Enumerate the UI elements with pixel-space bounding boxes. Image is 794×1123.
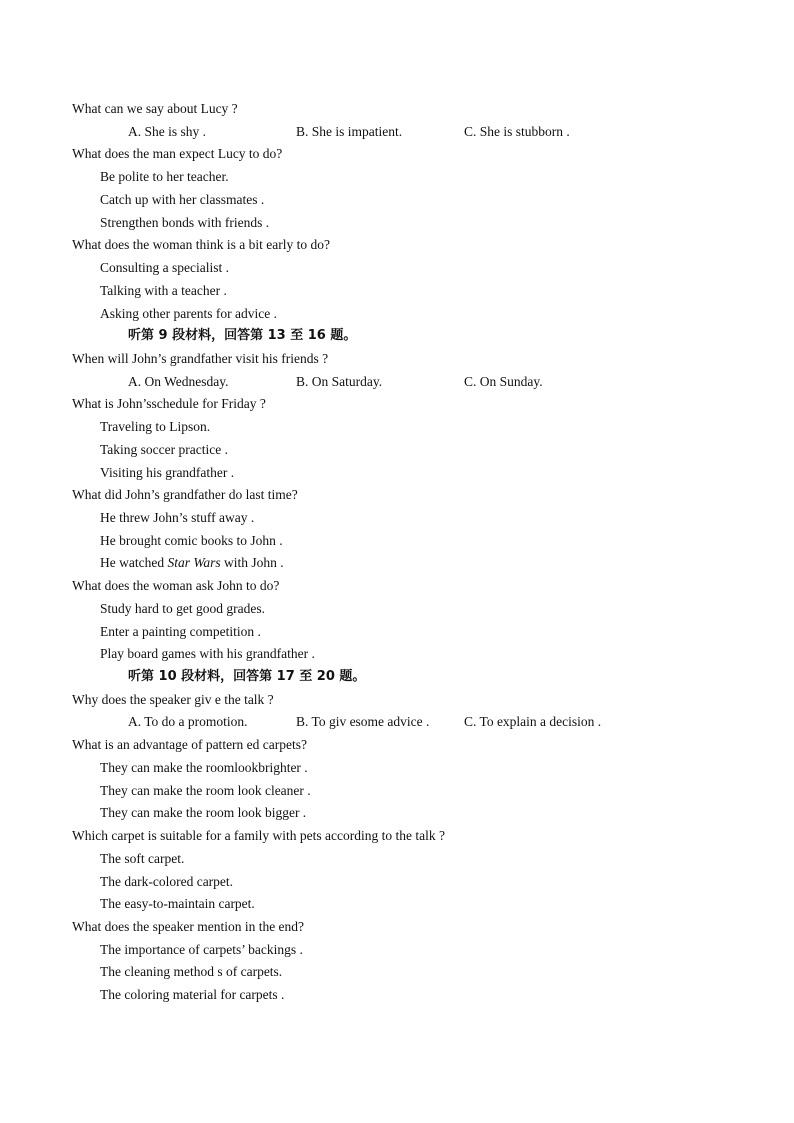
option-title-italic: Star Wars xyxy=(167,555,221,571)
question-text: What does the woman think is a bit early to do? xyxy=(72,237,330,253)
answer-option: Strengthen bonds with friends . xyxy=(100,214,270,230)
answer-option: Taking soccer practice . xyxy=(100,441,228,457)
answer-option-c: C. On Sunday. xyxy=(464,373,543,389)
option-text: with John . xyxy=(220,555,284,571)
answer-option-a: A. To do a promotion. xyxy=(128,714,248,730)
answer-option: They can make the room look bigger . xyxy=(100,805,307,821)
answer-option-b: B. She is impatient. xyxy=(296,123,403,139)
answer-option-c: C. She is stubborn . xyxy=(464,123,570,139)
answer-option: The cleaning method s of carpets. xyxy=(100,964,283,980)
answer-option: Traveling to Lipson. xyxy=(100,419,211,435)
answer-option: Visiting his grandfather . xyxy=(100,464,235,480)
answer-option-b: B. On Saturday. xyxy=(296,373,383,389)
answer-option: The importance of carpets’ backings . xyxy=(100,941,303,957)
answer-option: The dark-colored carpet. xyxy=(100,873,234,889)
answer-option: They can make the roomlookbrighter . xyxy=(100,759,308,775)
answer-option-a: A. She is shy . xyxy=(128,123,207,139)
answer-option xyxy=(100,555,284,571)
answer-option: The easy-to-maintain carpet. xyxy=(100,896,255,912)
answer-option-b: B. To giv esome advice . xyxy=(296,714,430,730)
question-text: What does the speaker mention in the end? xyxy=(72,918,305,934)
answer-option-a: A. On Wednesday. xyxy=(128,373,229,389)
question-text: What did John’s grandfather do last time? xyxy=(72,487,298,503)
answer-option: Study hard to get good grades. xyxy=(100,600,265,616)
section-heading: 听第 9 段材料，回答第 13 至 16 题。 xyxy=(128,328,357,344)
answer-option: They can make the room look cleaner . xyxy=(100,782,311,798)
question-text: What does the man expect Lucy to do? xyxy=(72,146,283,162)
question-text: What is an advantage of pattern ed carpets? xyxy=(72,737,308,753)
answer-option: The soft carpet. xyxy=(100,850,185,866)
answer-option: The coloring material for carpets . xyxy=(100,987,285,1003)
answer-option: Be polite to her teacher. xyxy=(100,169,229,185)
answer-option: Enter a painting competition . xyxy=(100,623,261,639)
answer-option: He threw John’s stuff away . xyxy=(100,510,255,525)
question-text: What does the woman ask John to do? xyxy=(72,578,280,594)
section-heading: 听第 10 段材料，回答第 17 至 20 题。 xyxy=(128,669,366,684)
answer-option: Talking with a teacher . xyxy=(100,282,227,298)
answer-option: Consulting a specialist . xyxy=(100,260,229,275)
question-text: Why does the speaker giv e the talk ? xyxy=(72,691,274,707)
question-text: What can we say about Lucy ? xyxy=(72,101,238,116)
question-text: What is John’sschedule for Friday ? xyxy=(72,396,266,412)
question-text: Which carpet is suitable for a family with pets according to the talk ? xyxy=(72,828,445,843)
option-text: He watched xyxy=(100,555,168,571)
answer-option-c: C. To explain a decision . xyxy=(464,714,602,730)
answer-option: He brought comic books to John . xyxy=(100,532,283,548)
question-text: When will John’s grandfather visit his friends ? xyxy=(72,350,329,366)
answer-option: Catch up with her classmates . xyxy=(100,191,265,207)
answer-option: Play board games with his grandfather . xyxy=(100,646,315,662)
answer-option: Asking other parents for advice . xyxy=(100,305,277,321)
